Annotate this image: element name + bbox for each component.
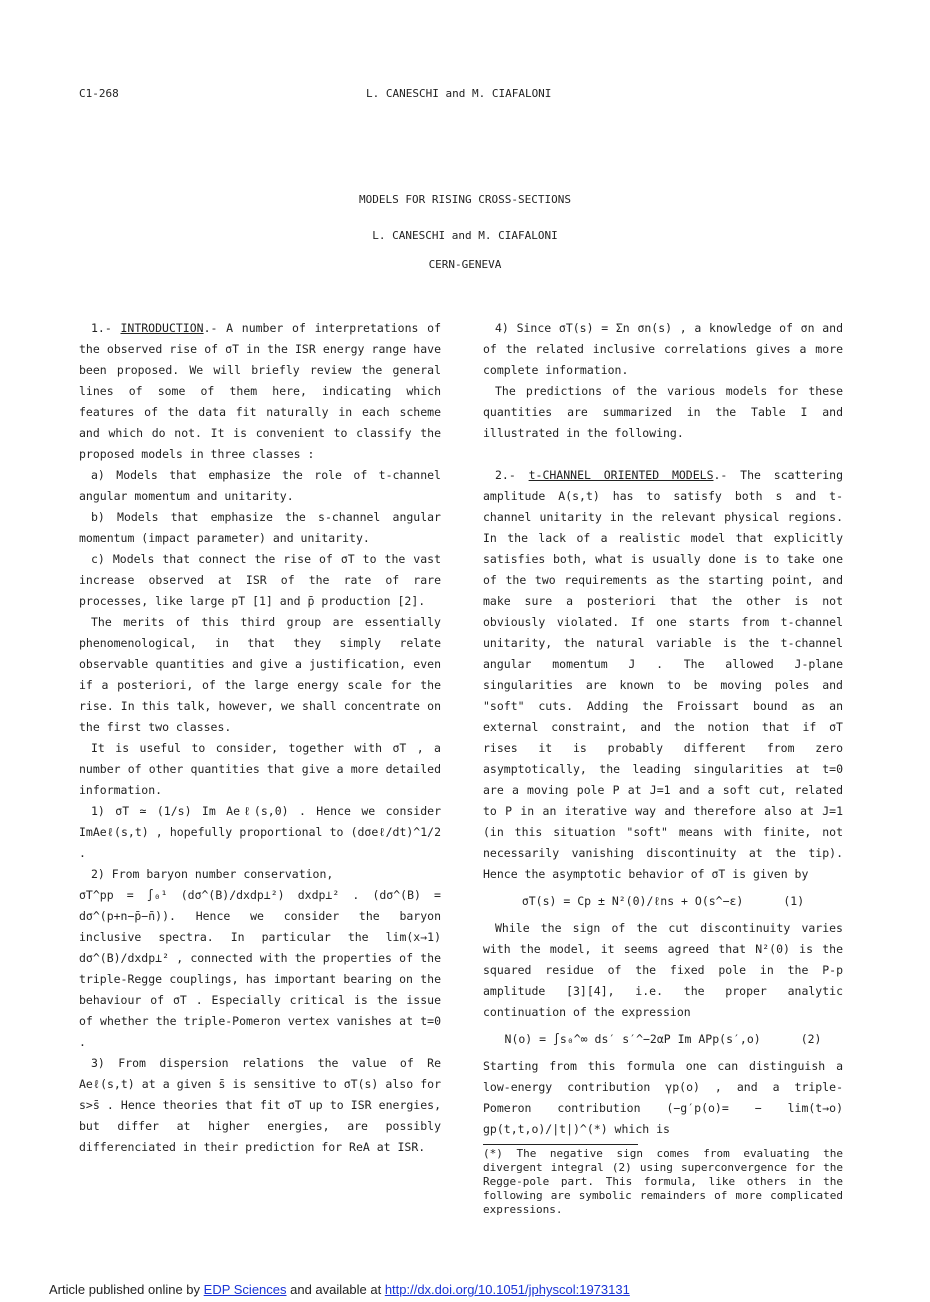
class-b: b) Models that emphasize the s-channel angular momentum (impact parameter) and unitarity. xyxy=(79,510,441,545)
page-id: C1-268 xyxy=(79,87,119,100)
predictions-paragraph: The predictions of the various models for these quantities are summarized in the Table I and illustrated in the following. xyxy=(483,384,843,440)
section-2-paragraph: 2.- t-CHANNEL ORIENTED MODELS.- The scattering amplitude A(s,t) has to satisfy both s and t-channel unitarity in the relevant physical regions. In the lack of a realistic model that explicitly satisfies both, what is usually done is to take one of the two requirements as the starting point, and make sure a posteriori that the other is not obviously violated. If one starts from t-channel unitarity, the natural variable is the t-channel angular momentum J . The allowed J-plane singularities are known to be moving poles and "soft" cuts. Adding the Froissart bound as an external constraint, and the notion that if σT rises it is probably different from zero asymptotically, the leading singularities at t=0 are a moving pole P at J=1 and a soft cut, related to P in an iterative way and therefore also at J=1 (in this situation "soft" means with finite, not necessarily vanishing discontinuity at the tip). Hence the asymptotic behavior of σT is given by xyxy=(483,468,844,881)
equation-2-number: (2) xyxy=(800,1032,822,1046)
footnote: (*) The negative sign comes from evaluating the divergent integral (2) using superconvergence for the Regge-pole part. This formula, like others in the following are symbolic remainders of more complicated expressions. xyxy=(483,1147,843,1216)
edp-sciences-link[interactable]: EDP Sciences xyxy=(203,1282,287,1297)
item-3: 3) From dispersion relations the value of Re Aeℓ(s,t) at a given s̄ is sensitive to σT(s) also for s>s̄ . Hence theories that fit σT up to ISR energies, but differ at higher energies, are possibly differenciated in their prediction for ReA at ISR. xyxy=(79,1056,441,1154)
intro-heading: INTRODUCTION xyxy=(120,321,204,335)
publication-footer: Article published online by EDP Sciences and available at http://dx.doi.org/10.1051/jphyscol:1973131 xyxy=(49,1282,630,1297)
doi-link[interactable]: http://dx.doi.org/10.1051/jphyscol:1973131 xyxy=(384,1282,630,1297)
item-1: 1) σT ≃ (1/s) Im Aeℓ(s,0) . Hence we consider ImAeℓ(s,t) , hopefully proportional to (dσeℓ/dt)^1/2 . xyxy=(79,804,441,860)
item-4: 4) Since σT(s) = Σn σn(s) , a knowledge of σn and of the related inclusive correlations gives a more complete information. xyxy=(483,321,843,377)
class-a: a) Models that emphasize the role of t-channel angular momentum and unitarity. xyxy=(79,468,441,503)
equation-1: σT(s) = Cp ± N²(0)/ℓns + O(s^−ε) (1) xyxy=(521,894,805,908)
class-c: c) Models that connect the rise of σT to the vast increase observed at ISR of the rate of rare processes, like large pT [1] and p̄ production [2]. xyxy=(79,552,441,608)
footnote-rule xyxy=(483,1144,638,1145)
item-2-body: σT^pp = ∫₀¹ (dσ^(B)/dxdp⊥²) dxdp⊥² . (dσ^(B) = dσ^(p+n−p̄−n̄)). Hence we consider the baryon inclusive spectra. In particular the lim(x→1) dσ^(B)/dxdp⊥² , connected with the properties of the triple-Regge couplings, has important bearing on the behaviour of σT . Especially critical is the issue of whether the triple-Pomeron vertex vanishes at t=0 . xyxy=(79,888,441,1049)
running-title: L. CANESCHI and M. CIAFALONI xyxy=(366,87,552,100)
starting-paragraph: Starting from this formula one can distinguish a low-energy contribution γp(o) , and a triple-Pomeron contribution (−g′p(o)= − lim(t→o) gp(t,t,o)/|t|)^(*) which is xyxy=(483,1059,843,1136)
paper-authors: L. CANESCHI and M. CIAFALONI xyxy=(372,229,558,242)
section-2-heading: t-CHANNEL ORIENTED MODELS xyxy=(528,468,714,482)
intro-paragraph: 1.- INTRODUCTION.- A number of interpretations of the observed rise of σT in the ISR energy range have been proposed. We will briefly review the general lines of some of them here, indicating which features of the data fit naturally in each scheme and which do not. It is convenient to classify the proposed models in three classes : xyxy=(79,321,441,461)
paper-title: MODELS FOR RISING CROSS-SECTIONS xyxy=(359,193,571,206)
equation-1-number: (1) xyxy=(783,894,805,908)
paper-affiliation: CERN-GENEVA xyxy=(428,258,502,271)
right-column xyxy=(483,318,843,1217)
left-column xyxy=(79,318,441,1158)
useful-paragraph: It is useful to consider, together with σT , a number of other quantities that give a more detailed information. xyxy=(79,741,441,797)
while-paragraph: While the sign of the cut discontinuity varies with the model, it seems agreed that N²(0) is the squared residue of the fixed pole in the P-p amplitude [3][4], i.e. the proper analytic continuation of the expression xyxy=(483,921,843,1019)
merits-paragraph: The merits of this third group are essentially phenomenological, in that they simply relate observable quantities and give a justification, even if a posteriori, of the large energy scale for the rise. In this talk, however, we shall concentrate on the first two classes. xyxy=(79,615,441,734)
equation-2: N(o) = ∫s₀^∞ ds′ s′^−2αP Im APp(s′,o) (2) xyxy=(504,1032,822,1046)
item-2-intro: 2) From baryon number conservation, xyxy=(91,867,334,881)
